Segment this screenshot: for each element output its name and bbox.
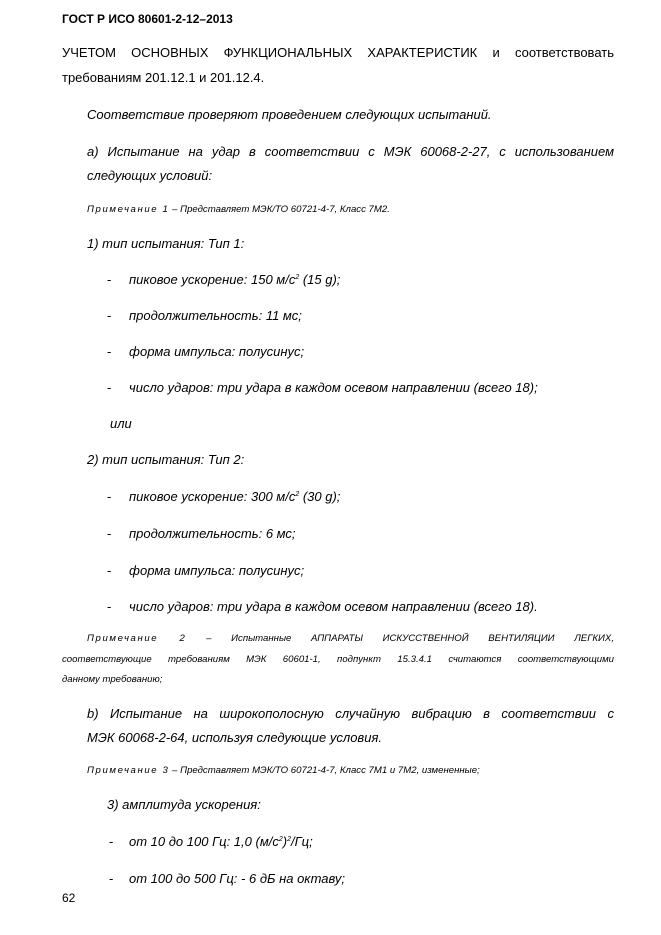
- bullet-dash: -: [107, 344, 112, 359]
- test-2-duration: продолжительность: 6 мс;: [129, 526, 296, 541]
- note-2-line-2: соответствующие требованиям МЭК 60601-1, подпункт 15.3.4.1 считаются соответствующими: [62, 654, 614, 665]
- bullet-dash: -: [107, 380, 112, 395]
- page-number: 62: [62, 891, 76, 905]
- or-connector: или: [110, 416, 132, 431]
- bullet-dash: -: [107, 308, 112, 323]
- bullet-dash: -: [107, 599, 112, 614]
- bullet-dash: -: [107, 272, 112, 287]
- note-2-line-3: данному требованию;: [62, 674, 163, 685]
- test-3-range-2: от 100 до 500 Гц: - 6 дБ на октаву;: [129, 871, 345, 886]
- note-2-line-1: Примечание 2 – Испытанные АППАРАТЫ ИСКУССТВЕННОЙ ВЕНТИЛЯЦИИ ЛЕГКИХ,: [87, 633, 614, 644]
- test-2-shock-count: число ударов: три удара в каждом осевом направлении (всего 18).: [129, 599, 538, 614]
- test-3-title: 3) амплитуда ускорения:: [107, 797, 261, 812]
- test-3-range-1: от 10 до 100 Гц: 1,0 $(м/с^2)^2/Гц$;: [129, 834, 313, 849]
- test-1-pulse-shape: форма импульса: полусинус;: [129, 344, 305, 359]
- test-1-shock-count: число ударов: три удара в каждом осевом направлении (всего 18);: [129, 380, 538, 395]
- test-1-duration: продолжительность: 11 мс;: [129, 308, 302, 323]
- bullet-dash: -: [109, 871, 114, 886]
- note-3: Примечание 3 – Представляет МЭК/ТО 60721-4-7, Класс 7М1 и 7М2, измененные;: [87, 765, 480, 776]
- compliance-statement: Соответствие проверяют проведением следующих испытаний.: [87, 107, 492, 122]
- bullet-dash: -: [107, 526, 112, 541]
- test-1-acceleration: пиковое ускорение: 150 $м/с^2$ (15 g);: [129, 272, 341, 287]
- item-b-line-2: МЭК 60068-2-64, используя следующие условия.: [87, 730, 383, 745]
- document-header: ГОСТ Р ИСО 80601-2-12–2013: [62, 12, 233, 26]
- intro-line-2: требованиям 201.12.1 и 201.12.4.: [62, 70, 265, 85]
- bullet-dash: -: [107, 563, 112, 578]
- test-2-acceleration: пиковое ускорение: 300 $м/с^2$ (30 g);: [129, 489, 341, 504]
- test-1-title: 1) тип испытания: Тип 1:: [87, 236, 245, 251]
- note-1: Примечание 1 – Представляет МЭК/ТО 60721-4-7, Класс 7М2.: [87, 204, 390, 215]
- test-2-pulse-shape: форма импульса: полусинус;: [129, 563, 305, 578]
- item-b-line-1: b) Испытание на широкополосную случайную вибрацию в соответствии с: [87, 706, 614, 721]
- bullet-dash: -: [107, 489, 112, 504]
- test-2-title: 2) тип испытания: Тип 2:: [87, 452, 245, 467]
- intro-line-1: УЧЕТОМ ОСНОВНЫХ ФУНКЦИОНАЛЬНЫХ ХАРАКТЕРИСТИК и соответствовать: [62, 45, 614, 60]
- item-a-line-1: а) Испытание на удар в соответствии с МЭК 60068-2-27, с использованием: [87, 144, 614, 159]
- bullet-dash: -: [109, 834, 114, 849]
- item-a-line-2: следующих условий:: [87, 168, 213, 183]
